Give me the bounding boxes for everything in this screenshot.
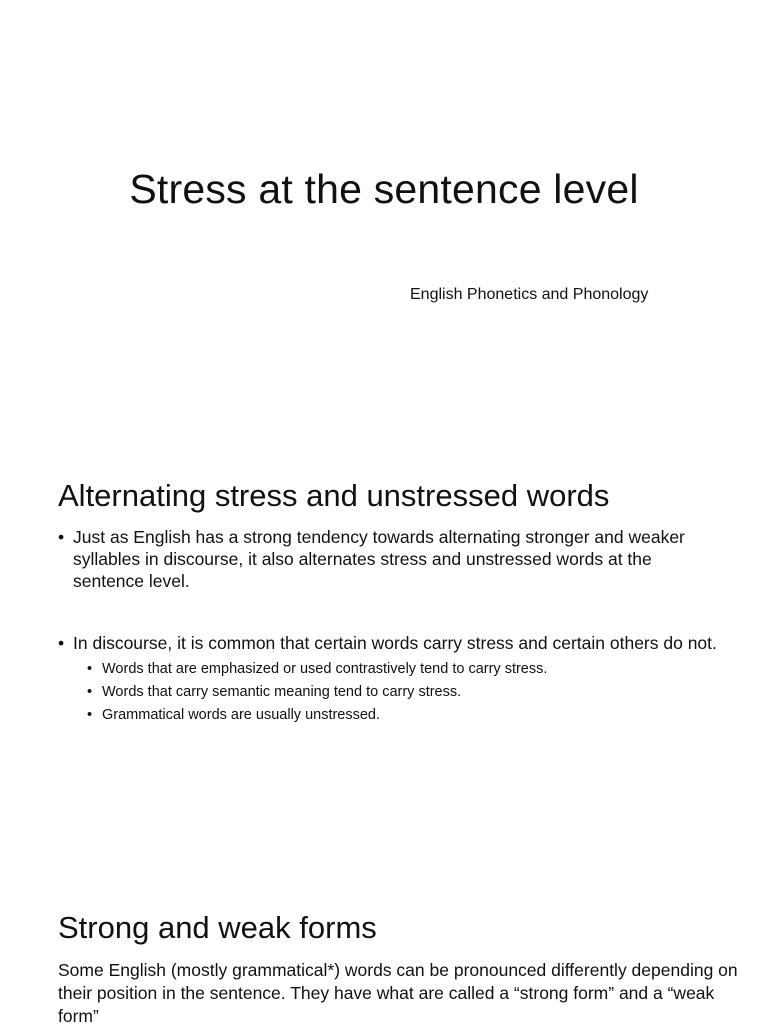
bullet-item [58,526,718,592]
sub-bullet-item: • Words that are emphasized or used contrastively tend to carry stress. [87,658,718,681]
bullet-text: Just as English has a strong tendency towards alternating stronger and weaker syllables in discourse, it also alternates stress and unstressed words at the sentence level. [73,527,685,591]
bullet-item [58,632,718,727]
slide-heading: Strong and weak forms [58,910,377,945]
title-slide [0,0,768,432]
sub-bullet-list [73,658,718,727]
alternating-stress-slide [0,460,768,880]
body-paragraph: Some English (mostly grammatical*) words can be pronounced differently depending on their position in the sentence. They have what are called a “strong form” and a “weak form” [58,960,738,1026]
slide-subtitle: English Phonetics and Phonology [410,286,649,303]
slide-title: Stress at the sentence level [129,166,639,212]
sub-bullet-item: • Words that carry semantic meaning tend to carry stress. [87,681,718,704]
bullet-text: In discourse, it is common that certain words carry stress and certain others do not. [73,633,717,653]
bullet-list [58,526,718,727]
sub-bullet-item: • Grammatical words are usually unstressed. [87,704,718,727]
strong-weak-forms-slide [0,896,768,1024]
slide-heading: Alternating stress and unstressed words [58,478,610,513]
